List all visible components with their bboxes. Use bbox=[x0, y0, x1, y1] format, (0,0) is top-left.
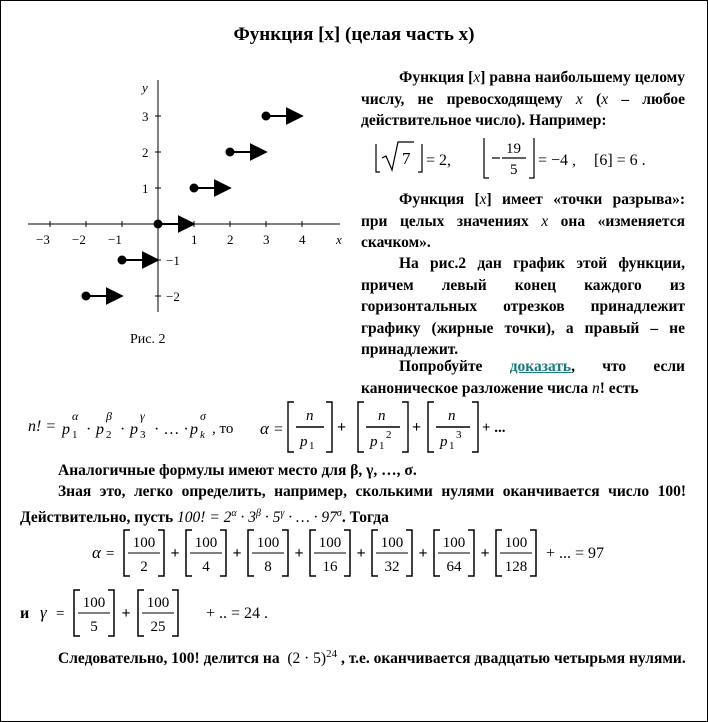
numerator-n: n bbox=[448, 408, 456, 424]
fraction-denominator: 8 bbox=[264, 559, 272, 575]
svg-text:3: 3 bbox=[140, 429, 146, 441]
integer-part-graph bbox=[28, 72, 358, 332]
fraction-denominator: 128 bbox=[504, 559, 528, 575]
factorization-100: 100! = $2^\alpha \cdot 3^\beta \cdot 5^\gamma$ · … · $97^\sigma$ bbox=[177, 507, 342, 526]
svg-text:p: p bbox=[130, 421, 138, 438]
floor-fraction bbox=[138, 590, 178, 636]
figure-caption: Рис. 2 bbox=[130, 332, 166, 347]
svg-text:2: 2 bbox=[106, 429, 112, 441]
y-tick-label: −1 bbox=[166, 253, 180, 268]
gamma-sum-formula bbox=[20, 586, 300, 640]
fraction-denominator: 16 bbox=[322, 559, 338, 575]
paragraph-definition: Функция [x] равна наибольшему целому числу, не превосходящему x (x – любое действительное число). Например: bbox=[361, 69, 685, 129]
and-word: и bbox=[20, 605, 30, 622]
fraction-denominator: 2 bbox=[140, 559, 148, 575]
fraction-numerator: 19 bbox=[506, 141, 521, 157]
plus-sign: + bbox=[121, 605, 131, 622]
page-title: Функция [x] (целая часть x) bbox=[233, 24, 475, 45]
y-tick-label: −2 bbox=[166, 289, 180, 304]
y-tick-label: 3 bbox=[142, 109, 149, 124]
x-tick-label: −2 bbox=[72, 232, 86, 247]
svg-text:p: p bbox=[370, 434, 378, 450]
svg-text:1: 1 bbox=[449, 440, 455, 452]
sqrt-argument: 7 bbox=[402, 149, 411, 168]
fraction-numerator: 100 bbox=[380, 535, 404, 551]
svg-text:3: 3 bbox=[456, 429, 462, 441]
x-tick-label: 2 bbox=[227, 232, 234, 247]
svg-text:p: p bbox=[96, 421, 104, 438]
svg-text:k: k bbox=[200, 429, 205, 441]
plus-sign: + bbox=[480, 545, 490, 562]
x-tick-label: 3 bbox=[263, 232, 270, 247]
svg-text:α: α bbox=[72, 409, 79, 423]
x-tick-label: −3 bbox=[36, 232, 50, 247]
plus-sign: + bbox=[232, 545, 242, 562]
paragraph-analogous: Аналогичные формулы имеют место для β, γ, …, σ. bbox=[58, 462, 417, 479]
fraction-numerator: 100 bbox=[504, 535, 528, 551]
plus-sign: + bbox=[170, 545, 180, 562]
svg-text:β: β bbox=[106, 409, 112, 423]
x-tick-label: 4 bbox=[299, 232, 306, 247]
example-1-result: = 2, bbox=[426, 152, 452, 169]
paragraph-prove: Попробуйте доказать, что если каноническое разложение числа n! есть bbox=[361, 358, 685, 397]
equals-sign: = bbox=[274, 421, 284, 438]
fraction-numerator: 100 bbox=[442, 535, 466, 551]
power-expression: $(2 \cdot 5)^{24}$ bbox=[287, 648, 338, 668]
paragraph-example: Зная это, легко определить, например, сколькими нулями оканчивается число 100! Действительно, пусть 100! = $2^\alpha \cdot 3^\beta \cdot 5^\gamma$ · … · $97^\sigma$. Тогда bbox=[20, 483, 686, 526]
floor-fraction bbox=[186, 530, 226, 576]
fraction-denominator: 32 bbox=[384, 559, 400, 575]
paragraph-discontinuity: Функция [x] имеет «точки разрыва»: при целых значениях x она «изменяется скачком». bbox=[361, 191, 685, 251]
svg-text:1: 1 bbox=[379, 440, 385, 452]
floor-fraction bbox=[310, 530, 350, 576]
floor-fraction bbox=[496, 530, 536, 576]
fraction-numerator: 100 bbox=[256, 535, 280, 551]
alpha-sum-formula bbox=[90, 526, 630, 580]
svg-text:·: · bbox=[86, 421, 92, 438]
floor-fraction bbox=[434, 530, 474, 576]
fraction-denominator: 5 bbox=[90, 619, 98, 635]
y-tick-label: 1 bbox=[142, 181, 149, 196]
formula-then: , то bbox=[212, 421, 234, 437]
alpha-symbol: α bbox=[92, 543, 101, 562]
formula-lhs: n! = bbox=[28, 418, 57, 435]
svg-text:+: + bbox=[412, 419, 422, 436]
svg-text:+: + bbox=[337, 419, 347, 436]
example-2-result: = −4 , bbox=[538, 152, 577, 169]
svg-text:p: p bbox=[300, 434, 308, 450]
alpha-symbol: α bbox=[260, 419, 269, 438]
svg-text:·: · bbox=[120, 421, 126, 438]
floor-fraction bbox=[74, 590, 114, 636]
svg-text:=: = bbox=[106, 546, 115, 562]
fraction-denominator: 5 bbox=[510, 162, 518, 178]
paragraph-conclusion: Следовательно, 100! делится на $(2 \cdot 5)^{24}$ , т.е. оканчивается двадцатью четырьмя нулями. bbox=[58, 648, 686, 668]
formula-ellipsis: + ... bbox=[482, 420, 506, 436]
svg-text:2: 2 bbox=[386, 429, 392, 441]
fraction-numerator: 100 bbox=[194, 535, 218, 551]
prove-link[interactable]: доказать bbox=[509, 358, 572, 375]
fraction-denominator: 64 bbox=[446, 559, 462, 575]
svg-text:· … ·: · … · bbox=[154, 421, 189, 438]
y-tick-label: 2 bbox=[142, 145, 149, 160]
fraction-numerator: 100 bbox=[318, 535, 342, 551]
svg-text:p: p bbox=[440, 434, 448, 450]
gamma-sum-tail: + .. = 24 . bbox=[206, 605, 269, 622]
x-axis-label: x bbox=[336, 232, 342, 247]
plus-sign: + bbox=[294, 545, 304, 562]
fraction-denominator: 4 bbox=[202, 559, 210, 575]
svg-text:1: 1 bbox=[72, 429, 78, 441]
fraction-numerator: 100 bbox=[132, 535, 156, 551]
svg-text:γ: γ bbox=[140, 409, 145, 423]
floor-fraction bbox=[372, 530, 412, 576]
gamma-symbol: γ bbox=[40, 603, 47, 622]
factorization-formula bbox=[24, 398, 506, 456]
alpha-sum-tail: + ... = 97 bbox=[546, 545, 605, 562]
fraction-numerator: 100 bbox=[146, 595, 170, 611]
svg-text:σ: σ bbox=[200, 409, 206, 423]
y-axis-label: y bbox=[142, 80, 148, 95]
x-tick-label: −1 bbox=[108, 232, 122, 247]
numerator-n: n bbox=[378, 408, 386, 424]
svg-text:p: p bbox=[62, 421, 70, 438]
floor-fraction bbox=[124, 530, 164, 576]
fraction-denominator: 25 bbox=[150, 619, 166, 635]
examples-formula bbox=[372, 134, 672, 182]
plus-sign: + bbox=[418, 545, 428, 562]
x-tick-label: 1 bbox=[191, 232, 198, 247]
paragraph-figure-description: На рис.2 дан график этой функции, причем левый конец каждого из горизонтальных отрезков принадлежит графику (жирные точки), а правый – не принадлежит. bbox=[361, 255, 685, 358]
numerator-n: n bbox=[306, 408, 314, 424]
plus-sign: + bbox=[356, 545, 366, 562]
fraction-numerator: 100 bbox=[82, 595, 106, 611]
example-3: [6] = 6 . bbox=[594, 152, 646, 169]
svg-text:p: p bbox=[190, 421, 198, 438]
svg-text:1: 1 bbox=[309, 440, 315, 452]
svg-text:=: = bbox=[56, 606, 65, 622]
floor-fraction bbox=[248, 530, 288, 576]
